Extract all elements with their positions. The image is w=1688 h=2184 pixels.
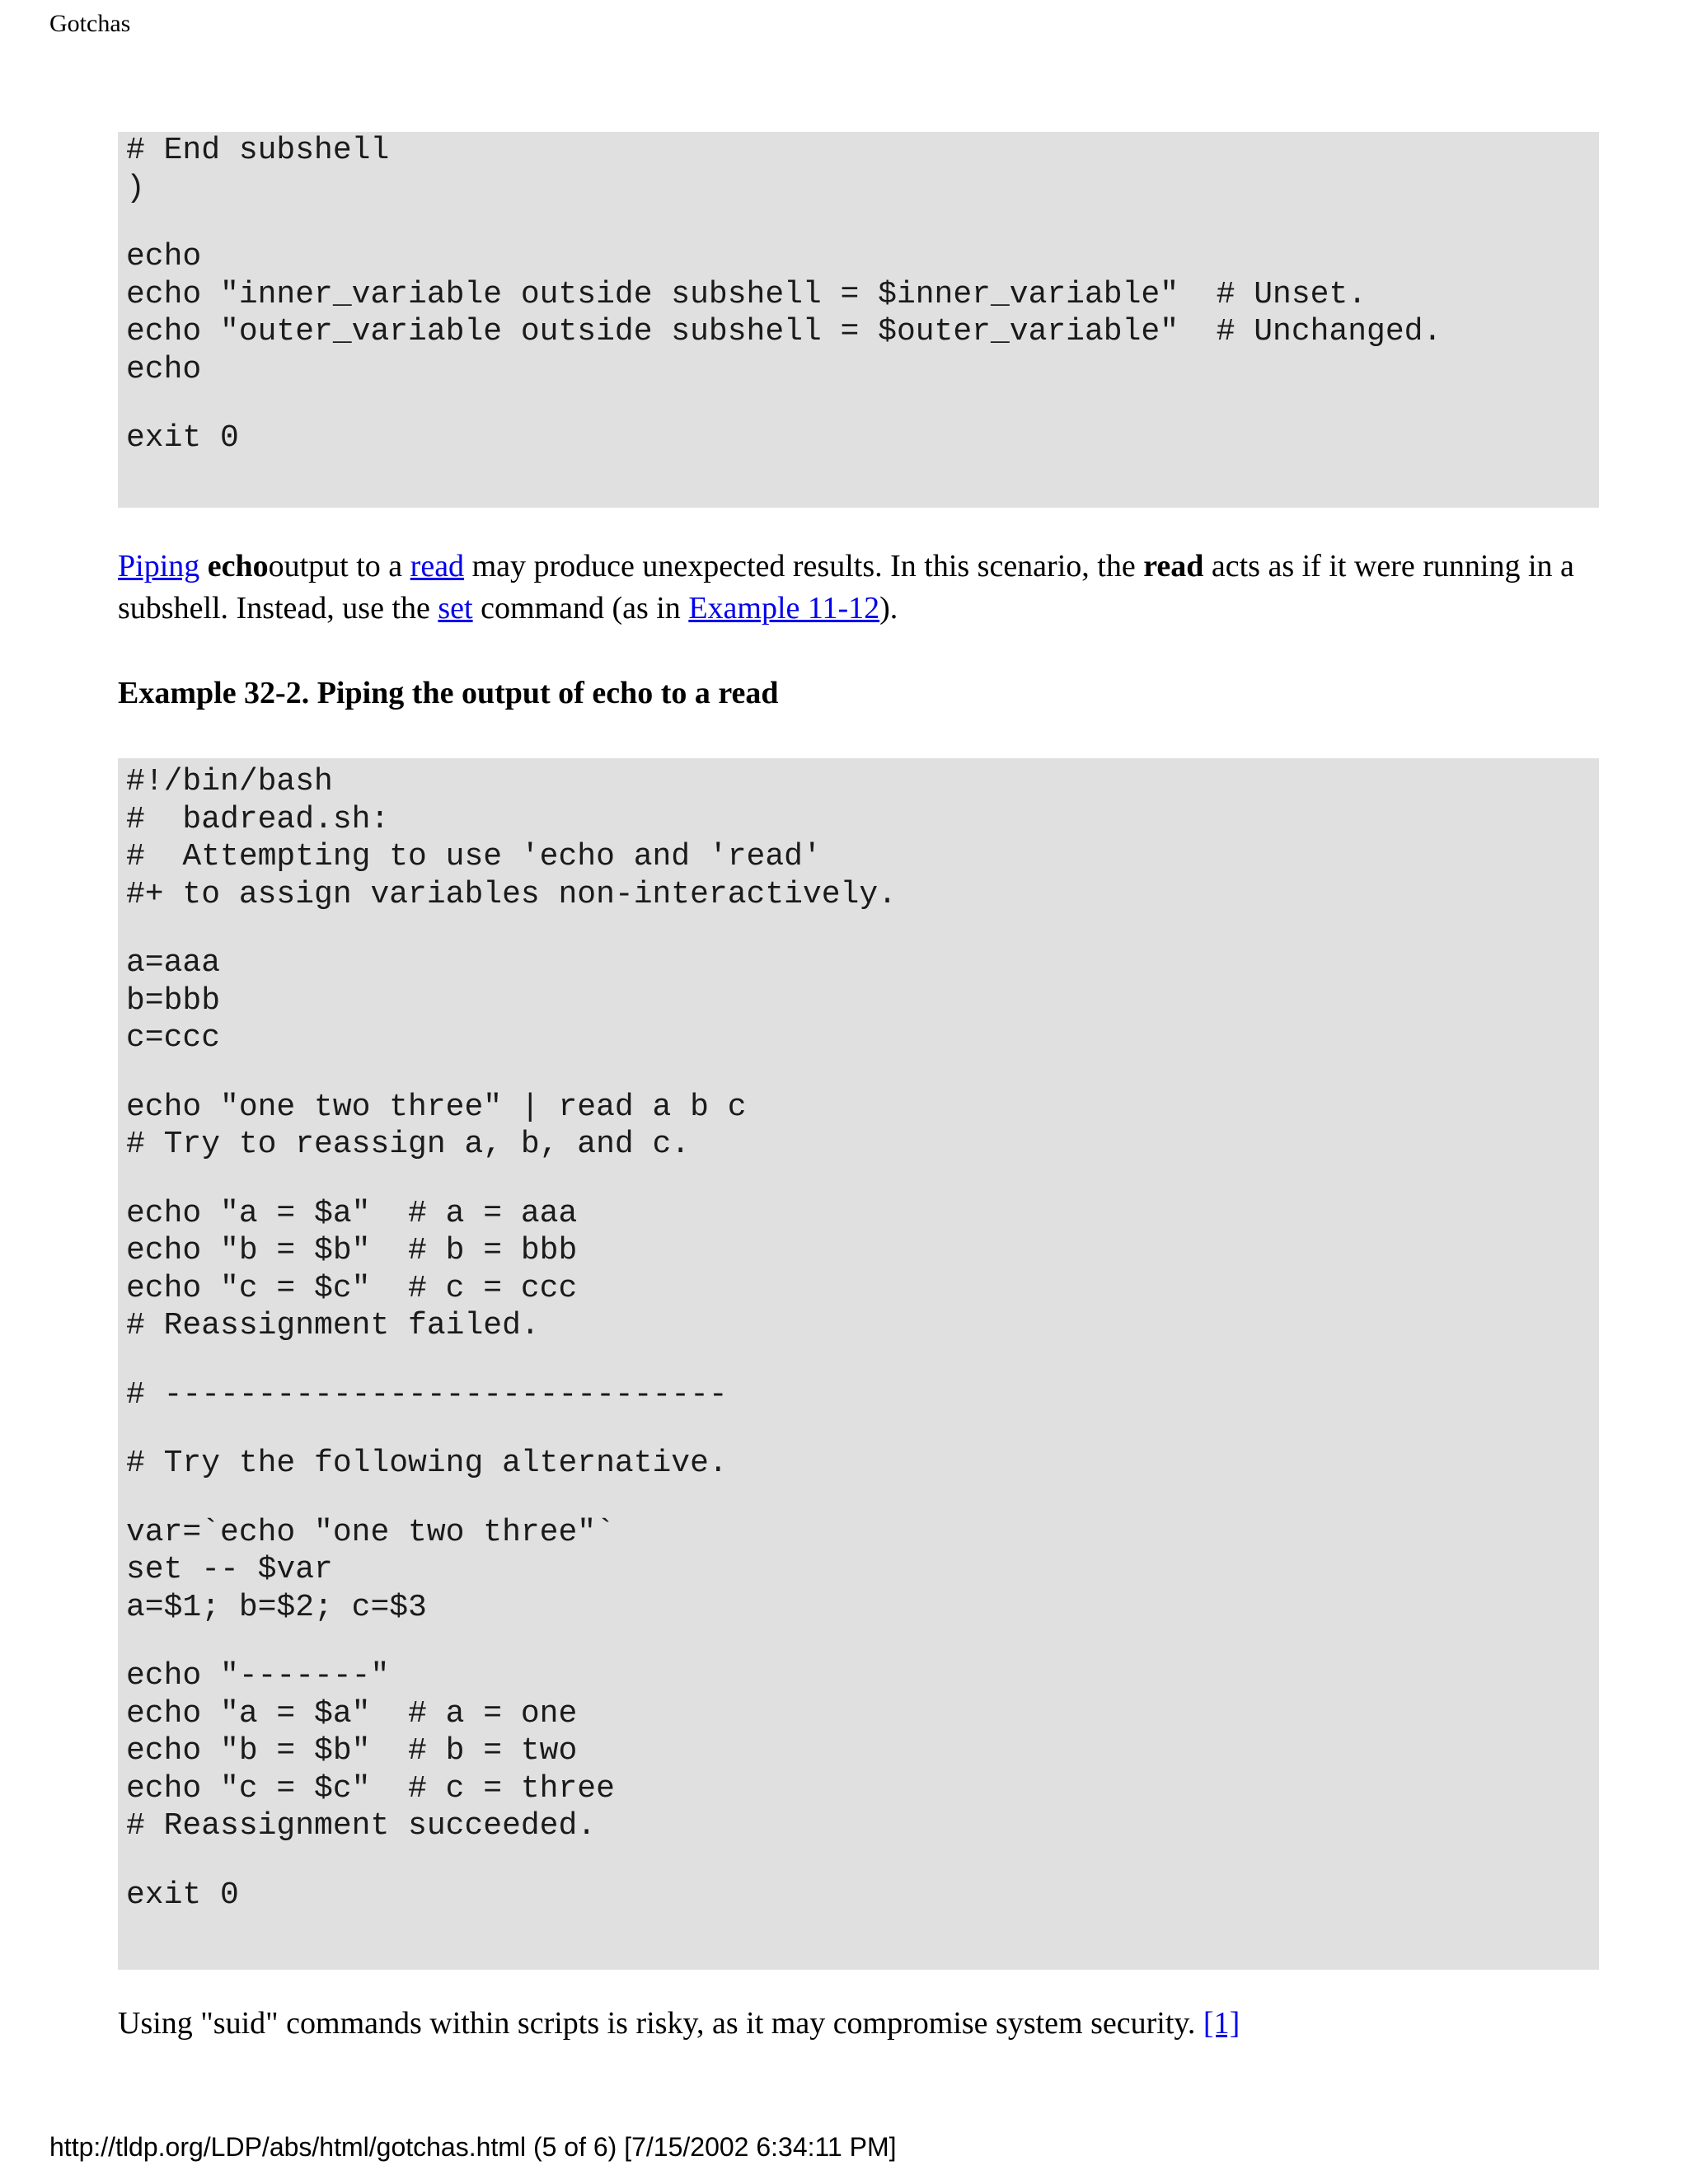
link-set[interactable]: set <box>438 591 473 626</box>
code-line: # Try the following alternative. <box>126 1446 728 1481</box>
code-line: #!/bin/bash <box>126 764 333 799</box>
code-line: var=`echo "one two three"` <box>126 1514 615 1550</box>
code-line: echo "b = $b" # b = two <box>126 1733 578 1769</box>
code-block-subshell-end <box>118 132 1599 508</box>
text-segment: acts as if it were running in a subshell. Instead, use the <box>118 549 1574 626</box>
code-line: echo <box>126 239 202 274</box>
code-line <box>126 207 1599 238</box>
text-segment: may produce unexpected results. In this scenario, the <box>464 549 1144 583</box>
example-title: Example 32-2. Piping the output of echo to a read <box>118 676 779 710</box>
code-line <box>126 913 1599 944</box>
code-line: echo "inner_variable outside subshell = $inner_variable" # Unset. <box>126 276 1367 312</box>
code-line: # ------------------------------ <box>126 1376 728 1413</box>
code-line <box>126 388 1599 419</box>
code-line: echo "a = $a" # a = aaa <box>126 1195 578 1231</box>
code-line <box>126 1845 1599 1877</box>
code-line: echo "a = $a" # a = one <box>126 1695 578 1732</box>
code-line: #+ to assign variables non-interactively. <box>126 876 897 912</box>
code-line: # Try to reassign a, b, and c. <box>126 1127 691 1162</box>
code-line: c=ccc <box>126 1020 221 1056</box>
text-segment: ). <box>879 591 898 626</box>
text-segment: command (as in <box>472 591 689 626</box>
code-line <box>126 1413 1599 1445</box>
code-line <box>126 1164 1599 1195</box>
code-line: # Reassignment failed. <box>126 1308 540 1343</box>
footnote-link-1[interactable]: [1] <box>1203 2006 1240 2041</box>
code-line: echo "c = $c" # c = three <box>126 1770 615 1807</box>
code-block-badread <box>118 758 1599 1970</box>
code-line: # badread.sh: <box>126 801 390 837</box>
text-segment: output to a <box>268 549 410 583</box>
code-line: echo "outer_variable outside subshell = $outer_variable" # Unchanged. <box>126 314 1442 349</box>
code-line <box>126 1345 1599 1376</box>
bold-read: read <box>1143 549 1204 583</box>
code-line: exit 0 <box>126 420 239 456</box>
code-line: echo "b = $b" # b = bbb <box>126 1233 578 1268</box>
code-line: # Attempting to use 'echo and 'read' <box>126 839 822 874</box>
code-line: echo "-------" <box>126 1658 390 1694</box>
page-footer-url: http://tldp.org/LDP/abs/html/gotchas.html (5 of 6) [7/15/2002 6:34:11 PM] <box>49 2132 897 2162</box>
link-read[interactable]: read <box>410 549 465 583</box>
code-line: # Reassignment succeeded. <box>126 1808 597 1844</box>
code-line: echo "c = $c" # c = ccc <box>126 1270 578 1306</box>
paragraph-piping-note <box>118 546 1601 630</box>
code-line: set -- $var <box>126 1552 333 1587</box>
page-header-title: Gotchas <box>49 10 131 37</box>
code-line <box>126 1626 1599 1657</box>
link-example-11-12[interactable]: Example 11-12 <box>688 591 880 626</box>
code-line: echo <box>126 351 202 387</box>
code-line <box>126 1483 1599 1514</box>
code-line <box>126 1057 1599 1089</box>
code-line: exit 0 <box>126 1877 239 1913</box>
code-line: echo "one two three" | read a b c <box>126 1089 747 1125</box>
text-segment: Using "suid" commands within scripts is risky, as it may compromise system security. <box>118 2006 1203 2041</box>
code-line: b=bbb <box>126 982 221 1019</box>
bold-echo: echo <box>207 549 269 583</box>
code-line: ) <box>126 170 145 206</box>
code-line: # End subshell <box>126 133 390 168</box>
link-piping[interactable]: Piping <box>118 549 200 583</box>
code-line: a=aaa <box>126 945 221 981</box>
code-line: a=$1; b=$2; c=$3 <box>126 1589 427 1625</box>
paragraph-suid-note <box>118 2003 1601 2045</box>
